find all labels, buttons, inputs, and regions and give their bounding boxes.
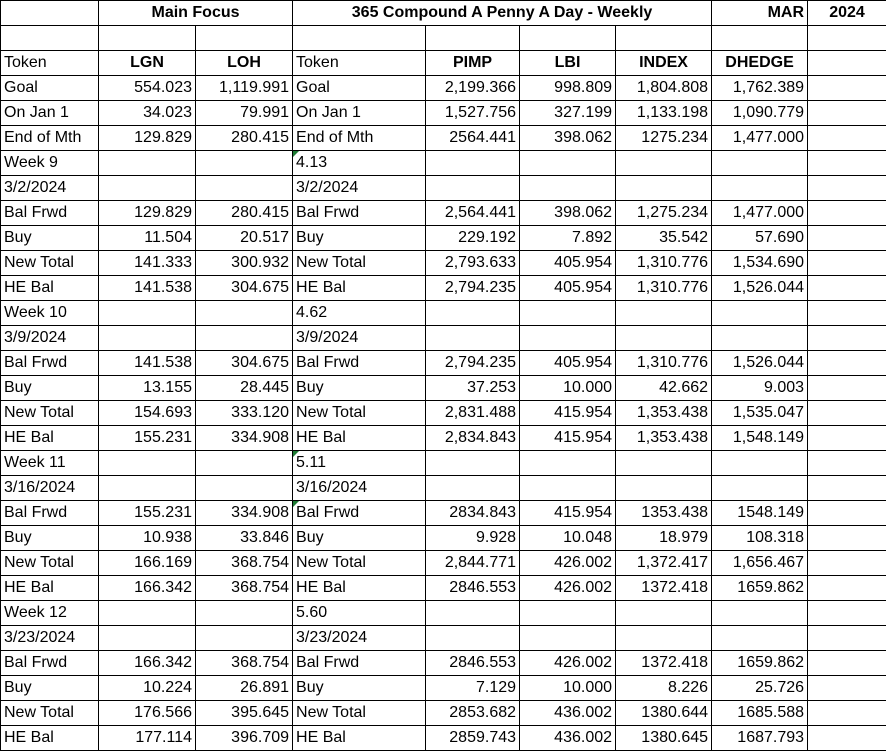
cell-h[interactable]: 1,548.149 <box>712 426 808 451</box>
cell-e[interactable] <box>426 326 520 351</box>
cell[interactable] <box>616 26 712 51</box>
cell-a[interactable]: HE Bal <box>1 726 99 751</box>
cell-h[interactable]: 1,477.000 <box>712 201 808 226</box>
cell-a[interactable]: Week 9 <box>1 151 99 176</box>
cell-a[interactable]: Goal <box>1 76 99 101</box>
table-row <box>1 651 886 676</box>
cell-a[interactable]: Bal Frwd <box>1 651 99 676</box>
cell-f[interactable]: 415.954 <box>520 426 616 451</box>
cell-e[interactable]: PIMP <box>426 51 520 76</box>
cell[interactable] <box>293 26 426 51</box>
cell-c[interactable]: 368.754 <box>196 576 293 601</box>
cell-g[interactable]: 1,372.417 <box>616 551 712 576</box>
cell[interactable] <box>808 551 886 576</box>
cell-c[interactable] <box>196 151 293 176</box>
cell-b[interactable]: 155.231 <box>99 426 196 451</box>
cell-c[interactable] <box>196 326 293 351</box>
table-row <box>1 76 886 101</box>
cell-e[interactable] <box>426 301 520 326</box>
cell[interactable] <box>808 76 886 101</box>
cell-a[interactable]: Buy <box>1 676 99 701</box>
cell-h[interactable]: 1,526.044 <box>712 276 808 301</box>
cell[interactable] <box>808 676 886 701</box>
cell-c[interactable]: 280.415 <box>196 201 293 226</box>
cell-e[interactable] <box>426 626 520 651</box>
cell-e[interactable]: 2564.441 <box>426 126 520 151</box>
cell[interactable] <box>1 26 99 51</box>
cell-c[interactable]: 395.645 <box>196 701 293 726</box>
cell-h[interactable] <box>712 151 808 176</box>
cell-b[interactable]: 176.566 <box>99 701 196 726</box>
cell-f[interactable]: 426.002 <box>520 651 616 676</box>
cell[interactable] <box>808 301 886 326</box>
cell-d[interactable]: Buy <box>293 226 426 251</box>
cell-e[interactable] <box>426 176 520 201</box>
cell-a[interactable]: New Total <box>1 251 99 276</box>
cell-c[interactable]: 304.675 <box>196 351 293 376</box>
cell-b[interactable] <box>99 176 196 201</box>
cell-f[interactable] <box>520 451 616 476</box>
data-rows <box>1 51 886 751</box>
cell-g[interactable]: 1,310.776 <box>616 276 712 301</box>
table-row <box>1 251 886 276</box>
cell-g[interactable]: 1372.418 <box>616 651 712 676</box>
cell-h[interactable] <box>712 176 808 201</box>
table-row <box>1 601 886 626</box>
cell-f[interactable] <box>520 151 616 176</box>
table-row <box>1 226 886 251</box>
cell-b[interactable]: LGN <box>99 51 196 76</box>
cell-c[interactable]: 79.991 <box>196 101 293 126</box>
cell-f[interactable]: 7.892 <box>520 226 616 251</box>
cell-d[interactable]: New Total <box>293 701 426 726</box>
cell-b[interactable]: 129.829 <box>99 126 196 151</box>
table-row <box>1 101 886 126</box>
cell-b[interactable] <box>99 601 196 626</box>
cell-h[interactable]: 1659.862 <box>712 651 808 676</box>
cell-d[interactable]: 4.13 <box>293 151 426 176</box>
cell-a[interactable]: 3/2/2024 <box>1 176 99 201</box>
cell-f[interactable] <box>520 326 616 351</box>
cell-h[interactable]: DHEDGE <box>712 51 808 76</box>
cell[interactable] <box>808 201 886 226</box>
cell-a[interactable]: 3/16/2024 <box>1 476 99 501</box>
cell-h[interactable] <box>712 626 808 651</box>
cell[interactable] <box>808 526 886 551</box>
cell-d[interactable]: Bal Frwd <box>293 201 426 226</box>
cell-f[interactable] <box>520 601 616 626</box>
cell-e[interactable]: 9.928 <box>426 526 520 551</box>
cell-f[interactable] <box>520 301 616 326</box>
cell-f[interactable] <box>520 476 616 501</box>
cell-h[interactable]: 1659.862 <box>712 576 808 601</box>
cell-e[interactable] <box>426 476 520 501</box>
cell-e[interactable]: 2846.553 <box>426 576 520 601</box>
cell-f[interactable]: 436.002 <box>520 701 616 726</box>
cell-b[interactable]: 11.504 <box>99 226 196 251</box>
cell-f[interactable]: 436.002 <box>520 726 616 751</box>
cell-c[interactable]: 300.932 <box>196 251 293 276</box>
cell-f[interactable]: 405.954 <box>520 351 616 376</box>
table-row <box>1 401 886 426</box>
cell-a[interactable]: HE Bal <box>1 276 99 301</box>
table-row <box>1 276 886 301</box>
cell-e[interactable]: 2,793.633 <box>426 251 520 276</box>
cell-f[interactable]: 415.954 <box>520 501 616 526</box>
cell-g[interactable]: 1,353.438 <box>616 401 712 426</box>
table-row <box>1 576 886 601</box>
cell-e[interactable]: 229.192 <box>426 226 520 251</box>
cell[interactable] <box>808 651 886 676</box>
cell-c[interactable]: 304.675 <box>196 276 293 301</box>
cell[interactable] <box>808 451 886 476</box>
cell-e[interactable]: 2,564.441 <box>426 201 520 226</box>
cell-c[interactable]: 334.908 <box>196 426 293 451</box>
table-row <box>1 326 886 351</box>
cell-a[interactable]: New Total <box>1 551 99 576</box>
table-row <box>1 626 886 651</box>
compound-title[interactable]: 365 Compound A Penny A Day - Weekly <box>293 1 712 26</box>
cell-d[interactable]: New Total <box>293 401 426 426</box>
cell-c[interactable] <box>196 476 293 501</box>
cell-b[interactable] <box>99 451 196 476</box>
cell-g[interactable] <box>616 301 712 326</box>
cell-d[interactable]: Buy <box>293 676 426 701</box>
cell-d[interactable]: HE Bal <box>293 426 426 451</box>
cell-g[interactable] <box>616 176 712 201</box>
cell-c[interactable]: 1,119.991 <box>196 76 293 101</box>
cell-g[interactable] <box>616 151 712 176</box>
cell-h[interactable]: 57.690 <box>712 226 808 251</box>
cell-c[interactable]: 368.754 <box>196 551 293 576</box>
cell-a[interactable]: Week 11 <box>1 451 99 476</box>
main-focus-title[interactable]: Main Focus <box>99 1 293 26</box>
cell-g[interactable]: 1,133.198 <box>616 101 712 126</box>
cell-h[interactable]: 1,090.779 <box>712 101 808 126</box>
cell-a[interactable]: Week 10 <box>1 301 99 326</box>
cell-b[interactable]: 141.538 <box>99 276 196 301</box>
cell-g[interactable]: 1,310.776 <box>616 351 712 376</box>
cell-b[interactable]: 177.114 <box>99 726 196 751</box>
cell-a[interactable]: Bal Frwd <box>1 201 99 226</box>
cell-c[interactable]: LOH <box>196 51 293 76</box>
cell-e[interactable] <box>426 451 520 476</box>
table-row <box>1 526 886 551</box>
cell-e[interactable] <box>426 151 520 176</box>
cell-d[interactable]: HE Bal <box>293 726 426 751</box>
cell-h[interactable]: 1,762.389 <box>712 76 808 101</box>
cell-h[interactable]: 25.726 <box>712 676 808 701</box>
cell[interactable] <box>808 276 886 301</box>
cell-d[interactable]: Token <box>293 51 426 76</box>
cell-d[interactable]: Goal <box>293 76 426 101</box>
cell-f[interactable]: 10.048 <box>520 526 616 551</box>
table-row <box>1 726 886 751</box>
table-row <box>1 701 886 726</box>
cell-b[interactable] <box>99 326 196 351</box>
table-row <box>1 551 886 576</box>
cell-h[interactable] <box>712 476 808 501</box>
cell-b[interactable]: 13.155 <box>99 376 196 401</box>
cell-d[interactable]: 4.62 <box>293 301 426 326</box>
year-label[interactable]: 2024 <box>808 1 886 26</box>
cell-c[interactable]: 280.415 <box>196 126 293 151</box>
cell-f[interactable]: 10.000 <box>520 676 616 701</box>
cell-e[interactable]: 2859.743 <box>426 726 520 751</box>
cell-c[interactable]: 26.891 <box>196 676 293 701</box>
cell-g[interactable] <box>616 476 712 501</box>
cell-g[interactable]: 35.542 <box>616 226 712 251</box>
cell-c[interactable]: 20.517 <box>196 226 293 251</box>
cell-h[interactable] <box>712 451 808 476</box>
cell[interactable] <box>196 26 293 51</box>
cell[interactable] <box>520 26 616 51</box>
cell-d[interactable]: HE Bal <box>293 576 426 601</box>
cell-d[interactable]: Bal Frwd <box>293 501 426 526</box>
cell-e[interactable]: 37.253 <box>426 376 520 401</box>
cell-h[interactable]: 1687.793 <box>712 726 808 751</box>
cell-a[interactable]: Bal Frwd <box>1 351 99 376</box>
cell-a[interactable]: 3/9/2024 <box>1 326 99 351</box>
cell-a[interactable]: HE Bal <box>1 576 99 601</box>
cell-c[interactable] <box>196 301 293 326</box>
cell-h[interactable]: 108.318 <box>712 526 808 551</box>
cell-h[interactable] <box>712 601 808 626</box>
cell-h[interactable]: 1548.149 <box>712 501 808 526</box>
cell[interactable] <box>1 1 99 26</box>
cell-b[interactable]: 34.023 <box>99 101 196 126</box>
cell[interactable] <box>808 326 886 351</box>
table-row <box>1 451 886 476</box>
cell-f[interactable]: 405.954 <box>520 276 616 301</box>
cell-h[interactable]: 1,477.000 <box>712 126 808 151</box>
cell-h[interactable]: 1,534.690 <box>712 251 808 276</box>
table-row <box>1 301 886 326</box>
cell-a[interactable]: Token <box>1 51 99 76</box>
cell-d[interactable]: 3/23/2024 <box>293 626 426 651</box>
cell-b[interactable]: 141.333 <box>99 251 196 276</box>
cell-g[interactable]: 1372.418 <box>616 576 712 601</box>
cell-d[interactable]: 5.60 <box>293 601 426 626</box>
cell-a[interactable]: Buy <box>1 226 99 251</box>
cell-h[interactable]: 1,535.047 <box>712 401 808 426</box>
cell-c[interactable]: 396.709 <box>196 726 293 751</box>
cell-c[interactable]: 334.908 <box>196 501 293 526</box>
cell-b[interactable] <box>99 151 196 176</box>
table-row <box>1 476 886 501</box>
table-row <box>1 51 886 76</box>
cell-d[interactable]: Buy <box>293 376 426 401</box>
cell-g[interactable]: INDEX <box>616 51 712 76</box>
cell[interactable] <box>808 601 886 626</box>
cell-c[interactable] <box>196 626 293 651</box>
cell-d[interactable]: 5.11 <box>293 451 426 476</box>
cell-a[interactable]: New Total <box>1 701 99 726</box>
cell[interactable] <box>808 226 886 251</box>
cell-a[interactable]: Buy <box>1 376 99 401</box>
table-row <box>1 426 886 451</box>
cell-c[interactable] <box>196 176 293 201</box>
cell[interactable] <box>808 426 886 451</box>
cell-g[interactable]: 1353.438 <box>616 501 712 526</box>
cell-b[interactable]: 155.231 <box>99 501 196 526</box>
cell-b[interactable]: 129.829 <box>99 201 196 226</box>
cell-a[interactable]: On Jan 1 <box>1 101 99 126</box>
cell-d[interactable]: New Total <box>293 251 426 276</box>
cell-g[interactable]: 1,275.234 <box>616 201 712 226</box>
table-row <box>1 126 886 151</box>
cell-d[interactable]: On Jan 1 <box>293 101 426 126</box>
table-row <box>1 501 886 526</box>
cell[interactable] <box>808 351 886 376</box>
cell-g[interactable] <box>616 326 712 351</box>
cell-g[interactable]: 1380.645 <box>616 726 712 751</box>
cell[interactable] <box>808 101 886 126</box>
table-row <box>1 151 886 176</box>
cell-f[interactable]: 398.062 <box>520 201 616 226</box>
cell-h[interactable] <box>712 301 808 326</box>
cell-f[interactable]: 10.000 <box>520 376 616 401</box>
cell-f[interactable]: LBI <box>520 51 616 76</box>
cell-h[interactable]: 1685.588 <box>712 701 808 726</box>
cell[interactable] <box>808 626 886 651</box>
cell-e[interactable]: 2,831.488 <box>426 401 520 426</box>
cell-f[interactable] <box>520 626 616 651</box>
cell-d[interactable]: Bal Frwd <box>293 351 426 376</box>
cell-b[interactable]: 10.224 <box>99 676 196 701</box>
cell-c[interactable]: 28.445 <box>196 376 293 401</box>
table-row <box>1 176 886 201</box>
cell-g[interactable]: 18.979 <box>616 526 712 551</box>
cell-f[interactable]: 426.002 <box>520 576 616 601</box>
cell-d[interactable]: End of Mth <box>293 126 426 151</box>
cell-b[interactable]: 166.342 <box>99 576 196 601</box>
cell-e[interactable]: 2,794.235 <box>426 276 520 301</box>
cell-a[interactable]: New Total <box>1 401 99 426</box>
cell-h[interactable]: 1,656.467 <box>712 551 808 576</box>
title-row <box>1 1 886 26</box>
cell-a[interactable]: HE Bal <box>1 426 99 451</box>
cell-f[interactable]: 327.199 <box>520 101 616 126</box>
cell-f[interactable]: 998.809 <box>520 76 616 101</box>
cell[interactable] <box>808 251 886 276</box>
cell[interactable] <box>808 151 886 176</box>
cell-e[interactable]: 1,527.756 <box>426 101 520 126</box>
cell-e[interactable]: 7.129 <box>426 676 520 701</box>
cell-g[interactable] <box>616 601 712 626</box>
cell-f[interactable] <box>520 176 616 201</box>
cell-f[interactable]: 415.954 <box>520 401 616 426</box>
cell-a[interactable]: 3/23/2024 <box>1 626 99 651</box>
cell-d[interactable]: 3/9/2024 <box>293 326 426 351</box>
cell-g[interactable]: 8.226 <box>616 676 712 701</box>
cell-d[interactable]: Buy <box>293 526 426 551</box>
cell-a[interactable]: Week 12 <box>1 601 99 626</box>
blank-row <box>1 26 886 51</box>
cell-g[interactable]: 1380.644 <box>616 701 712 726</box>
cell-e[interactable]: 2,844.771 <box>426 551 520 576</box>
cell-h[interactable]: 9.003 <box>712 376 808 401</box>
cell-e[interactable]: 2,834.843 <box>426 426 520 451</box>
cell-e[interactable]: 2,794.235 <box>426 351 520 376</box>
cell-b[interactable]: 141.538 <box>99 351 196 376</box>
cell[interactable] <box>808 26 886 51</box>
cell-b[interactable]: 154.693 <box>99 401 196 426</box>
cell-g[interactable]: 1,804.808 <box>616 76 712 101</box>
cell-a[interactable]: End of Mth <box>1 126 99 151</box>
cell-c[interactable] <box>196 451 293 476</box>
cell-c[interactable]: 33.846 <box>196 526 293 551</box>
cell-f[interactable]: 405.954 <box>520 251 616 276</box>
cell-g[interactable]: 1,310.776 <box>616 251 712 276</box>
table-row <box>1 376 886 401</box>
cell-a[interactable]: Buy <box>1 526 99 551</box>
cell-e[interactable]: 2,199.366 <box>426 76 520 101</box>
cell-f[interactable]: 426.002 <box>520 551 616 576</box>
cell[interactable] <box>808 176 886 201</box>
cell-a[interactable]: Bal Frwd <box>1 501 99 526</box>
cell-c[interactable]: 368.754 <box>196 651 293 676</box>
cell-c[interactable]: 333.120 <box>196 401 293 426</box>
cell-g[interactable] <box>616 626 712 651</box>
cell-g[interactable]: 42.662 <box>616 376 712 401</box>
table-row <box>1 201 886 226</box>
cell-g[interactable]: 1275.234 <box>616 126 712 151</box>
cell-b[interactable]: 554.023 <box>99 76 196 101</box>
cell[interactable] <box>808 376 886 401</box>
cell[interactable] <box>712 26 808 51</box>
cell-b[interactable] <box>99 301 196 326</box>
cell-g[interactable] <box>616 451 712 476</box>
cell-e[interactable]: 2834.843 <box>426 501 520 526</box>
cell-d[interactable]: New Total <box>293 551 426 576</box>
cell[interactable] <box>426 26 520 51</box>
cell[interactable] <box>808 401 886 426</box>
cell[interactable] <box>808 576 886 601</box>
cell-f[interactable]: 398.062 <box>520 126 616 151</box>
cell[interactable] <box>808 701 886 726</box>
cell-e[interactable]: 2846.553 <box>426 651 520 676</box>
cell-h[interactable] <box>712 326 808 351</box>
table-row <box>1 676 886 701</box>
cell-d[interactable]: 3/16/2024 <box>293 476 426 501</box>
cell-e[interactable] <box>426 601 520 626</box>
table-row <box>1 351 886 376</box>
cell-b[interactable]: 166.342 <box>99 651 196 676</box>
cell-d[interactable]: Bal Frwd <box>293 651 426 676</box>
cell[interactable] <box>808 726 886 751</box>
cell[interactable] <box>808 476 886 501</box>
cell-b[interactable]: 166.169 <box>99 551 196 576</box>
cell-e[interactable]: 2853.682 <box>426 701 520 726</box>
cell-b[interactable] <box>99 476 196 501</box>
cell-b[interactable] <box>99 626 196 651</box>
cell-d[interactable]: 3/2/2024 <box>293 176 426 201</box>
cell-c[interactable] <box>196 601 293 626</box>
month-label[interactable]: MAR <box>712 1 808 26</box>
cell-h[interactable]: 1,526.044 <box>712 351 808 376</box>
cell[interactable] <box>99 26 196 51</box>
cell[interactable] <box>808 51 886 76</box>
cell-b[interactable]: 10.938 <box>99 526 196 551</box>
cell[interactable] <box>808 126 886 151</box>
cell-g[interactable]: 1,353.438 <box>616 426 712 451</box>
cell-d[interactable]: HE Bal <box>293 276 426 301</box>
cell[interactable] <box>808 501 886 526</box>
